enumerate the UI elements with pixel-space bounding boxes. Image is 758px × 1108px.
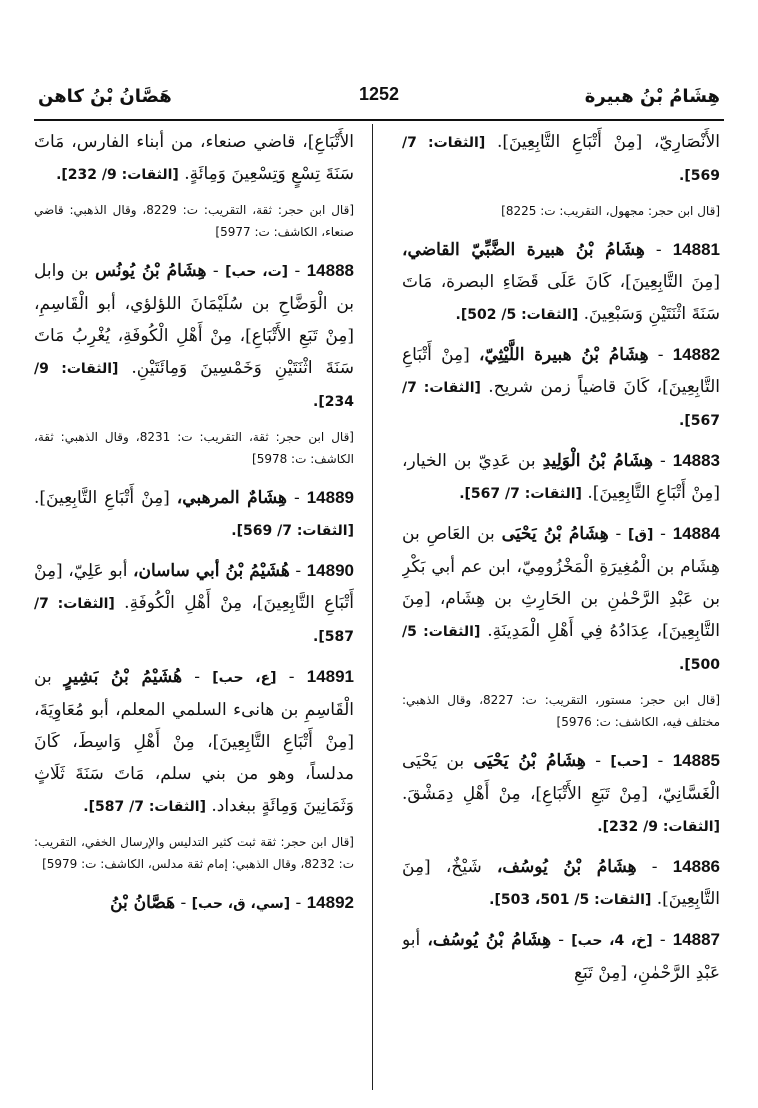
entry-name: هِشَامُ بْنُ يُوسُف، bbox=[427, 930, 552, 950]
entry-14885: 14885 - [حب] - هِشَامُ بْنُ يَحْيَى بن يَحْيَى الْغَسَّانِيّ، [مِنْ تَبَعِ الأَتْبَاعِ]، مِنْ أَهْلِ دِمَشْقَ. [الثقات: 9/ 232]. bbox=[402, 751, 720, 835]
footnote: [قال ابن حجر: مجهول، التقريب: ت: 8225] bbox=[501, 204, 720, 218]
entry-14881: 14881 - هِشَامُ بْنُ هبيرة الضَّبِّيّ القاضي، [مِنَ التَّابِعِينَ]، كَانَ عَلَى قَضَاءِ البصرة، مَاتَ سَنَةَ اثْنَتَيْنِ وَسَبْعِينَ. [الثقات: 5/ 502]. bbox=[402, 240, 720, 324]
reference: [الثقات: 7/ 587]. bbox=[83, 799, 206, 815]
reference: [الثقات: 5/ 502]. bbox=[455, 307, 579, 323]
entry-number: 14885 bbox=[672, 751, 720, 770]
entry-tag: [حب] bbox=[610, 754, 649, 770]
page-header bbox=[34, 82, 724, 116]
header-rule bbox=[34, 119, 724, 121]
reference: [الثقات: 5/ 501، 503]. bbox=[489, 892, 652, 908]
entry-name: هُشَيْمُ بْنُ بَشِيرٍ bbox=[63, 667, 183, 687]
entry-tag: [سي، ق، حب] bbox=[191, 896, 291, 912]
entry-name: هِشَامُ بْنُ هبيرة اللَّيْثِيّ، bbox=[478, 345, 649, 365]
entry-tag: [ت، حب] bbox=[225, 264, 289, 280]
entry-number: 14891 bbox=[306, 667, 354, 686]
entry-14884: 14884 - [ق] - هِشَامُ بْنُ يَحْيَى بن العَاصِ بن هِشَام بن الْمُغِيرَةِ الْمَخْزُومِيّ، ابن عم أبي بَكْرِ بن عَبْدِ الرَّحْمٰنِ بن الحَارِثِ بن هِشَام، [مِنَ التَّابِعِينَ]، عِدَادُهُ فِي أَهْلِ الْمَدِينَةِ. [الثقات: 5/ 500]. bbox=[402, 524, 720, 673]
left-column bbox=[34, 126, 354, 1086]
entry-number: 14889 bbox=[306, 488, 354, 507]
footnote: [قال ابن حجر: ثقة، التقريب: ت: 8231، وقال الذهبي: ثقة، الكاشف: ت: 5978] bbox=[34, 430, 354, 466]
entry-14888: 14888 - [ت، حب] - هِشَامُ بْنُ يُونُس بن وابل بن الْوَضَّاحِ بن سُلَيْمَانَ اللؤلؤي، أبو الْقَاسِمِ، [مِنْ تَبَعِ الأَتْبَاعِ]، مِنْ أَهْلِ الْكُوفَةِ، يُغْرِبُ مَاتَ سَنَةَ اثْنَتَيْنِ وَخَمْسِينَ وَمِائَتَيْنِ. [الثقات: 9/ 234]. bbox=[34, 261, 354, 410]
continuation-text: الأَنْصَارِيّ، [مِنْ أَتْبَاعِ التَّابِعِينَ]. [الثقات: 7/ 569]. bbox=[402, 132, 720, 184]
reference: [الثقات: 7/ 567]. bbox=[402, 380, 720, 429]
entry-tag: [خ، 4، حب] bbox=[571, 933, 653, 949]
entry-number: 14884 bbox=[672, 524, 720, 543]
entry-name: هَصَّانُ بْنُ bbox=[110, 893, 176, 913]
entry-14889: 14889 - هِشَامٌ المرهبي، [مِنْ أَتْبَاعِ التَّابِعِينَ]. [الثقات: 7/ 569]. bbox=[34, 488, 354, 539]
reference: [الثقات: 7/ 569]. bbox=[402, 135, 720, 184]
entry-14892: 14892 - [سي، ق، حب] - هَصَّانُ بْنُ bbox=[110, 893, 354, 913]
entry-name: هِشَامٌ المرهبي، bbox=[176, 488, 287, 508]
entry-number: 14882 bbox=[672, 345, 720, 364]
reference: [الثقات: 7/ 587]. bbox=[34, 596, 354, 645]
reference: [الثقات: 7/ 569]. bbox=[231, 523, 354, 539]
entry-14891: 14891 - [ع، حب] - هُشَيْمُ بْنُ بَشِيرٍ بن الْقَاسِمِ بن هانىء السلمي المعلم، أبو مُعَاوِيَةَ، [مِنْ أَتْبَاعِ التَّابِعِينَ]، مِنْ أَهْلِ وَاسِطَ، كَانَ مدلساً، وهو من بني سلم، مَاتَ سَنَةَ ثَلَاثٍ وَثَمَانِينَ وَمِائَةٍ ببغداد. [الثقات: 7/ 587]. bbox=[34, 667, 354, 816]
reference: [الثقات: 9/ 232]. bbox=[56, 167, 179, 183]
footnote: [قال ابن حجر: مستور، التقريب: ت: 8227، وقال الذهبي: مختلف فيه، الكاشف: ت: 5976] bbox=[402, 693, 720, 729]
entry-name: هِشَامُ بْنُ يَحْيَى bbox=[473, 751, 586, 771]
footnote: [قال ابن حجر: ثقة، التقريب: ت: 8229، وقال الذهبي: قاضي صنعاء، الكاشف: ت: 5977] bbox=[34, 203, 354, 239]
right-column bbox=[402, 126, 720, 1086]
entry-name: هُشَيْمُ بْنُ أبي ساسان، bbox=[132, 561, 290, 581]
entry-14886: 14886 - هِشَامُ بْنُ يُوسُف، شَيْخٌ، [مِنَ التَّابِعِينَ]. [الثقات: 5/ 501، 503]. bbox=[402, 857, 720, 909]
entry-name: هِشَامُ بْنُ هبيرة الضَّبِّيّ القاضي، bbox=[402, 240, 645, 260]
footnote: [قال ابن حجر: ثقة ثبت كثير التدليس والإرسال الخفي، التقريب: ت: 8232، وقال الذهبي: إمام ثقة مدلس، الكاشف: ت: 5979] bbox=[34, 835, 354, 871]
entry-number: 14888 bbox=[306, 261, 354, 280]
entry-number: 14886 bbox=[672, 857, 720, 876]
reference: [الثقات: 9/ 234]. bbox=[34, 361, 354, 410]
entry-tag: [ع، حب] bbox=[212, 670, 277, 686]
reference: [الثقات: 7/ 567]. bbox=[459, 486, 582, 502]
entry-number: 14887 bbox=[672, 930, 720, 949]
page-number: 1252 bbox=[358, 84, 400, 104]
continuation-text: الأَتْبَاعِ]، قاضي صنعاء، من أبناء الفارس، مَاتَ سَنَةَ تِسْعٍ وَتِسْعِينَ وَمِائَةٍ. [الثقات: 9/ 232]. bbox=[34, 132, 354, 184]
column-separator bbox=[372, 124, 373, 1090]
entry-name: هِشَامُ بْنُ يُونُس bbox=[95, 261, 207, 281]
entry-number: 14881 bbox=[672, 240, 720, 259]
entry-number: 14883 bbox=[672, 451, 720, 470]
entry-name: هِشَامُ بْنُ يَحْيَى bbox=[501, 524, 609, 544]
entry-14883: 14883 - هِشَامُ بْنُ الْوَلِيدِ بن عَدِيّ بن الخيار، [مِنْ أَتْبَاعِ التَّابِعِينَ]. [الثقات: 7/ 567]. bbox=[402, 451, 720, 503]
entry-number: 14892 bbox=[306, 893, 354, 912]
entry-number: 14890 bbox=[306, 561, 354, 580]
header-left-title: هَصَّانُ بْنُ كاهن bbox=[38, 86, 172, 107]
header-right-title: هِشَامُ بْنُ هبيرة bbox=[584, 86, 720, 107]
reference: [الثقات: 9/ 232]. bbox=[597, 819, 720, 835]
entry-14890: 14890 - هُشَيْمُ بْنُ أبي ساسان، أبو عَلِيّ، [مِنْ أَتْبَاعِ التَّابِعِينَ]، مِنْ أَهْلِ الْكُوفَةِ. [الثقات: 7/ 587]. bbox=[34, 561, 354, 645]
entry-14887: 14887 - [خ، 4، حب] - هِشَامُ بْنُ يُوسُف، أبو عَبْدِ الرَّحْمٰنِ، [مِنْ تَبَعِ bbox=[402, 930, 720, 983]
reference: [الثقات: 5/ 500]. bbox=[402, 624, 720, 673]
entry-name: هِشَامُ بْنُ الْوَلِيدِ bbox=[542, 451, 653, 471]
entry-14882: 14882 - هِشَامُ بْنُ هبيرة اللَّيْثِيّ، [مِنْ أَتْبَاعِ التَّابِعِينَ]، كَانَ قاضياً زمن شريح. [الثقات: 7/ 567]. bbox=[402, 345, 720, 429]
entry-tag: [ق] bbox=[628, 527, 654, 543]
entry-name: هِشَامُ بْنُ يُوسُف، bbox=[496, 857, 637, 877]
